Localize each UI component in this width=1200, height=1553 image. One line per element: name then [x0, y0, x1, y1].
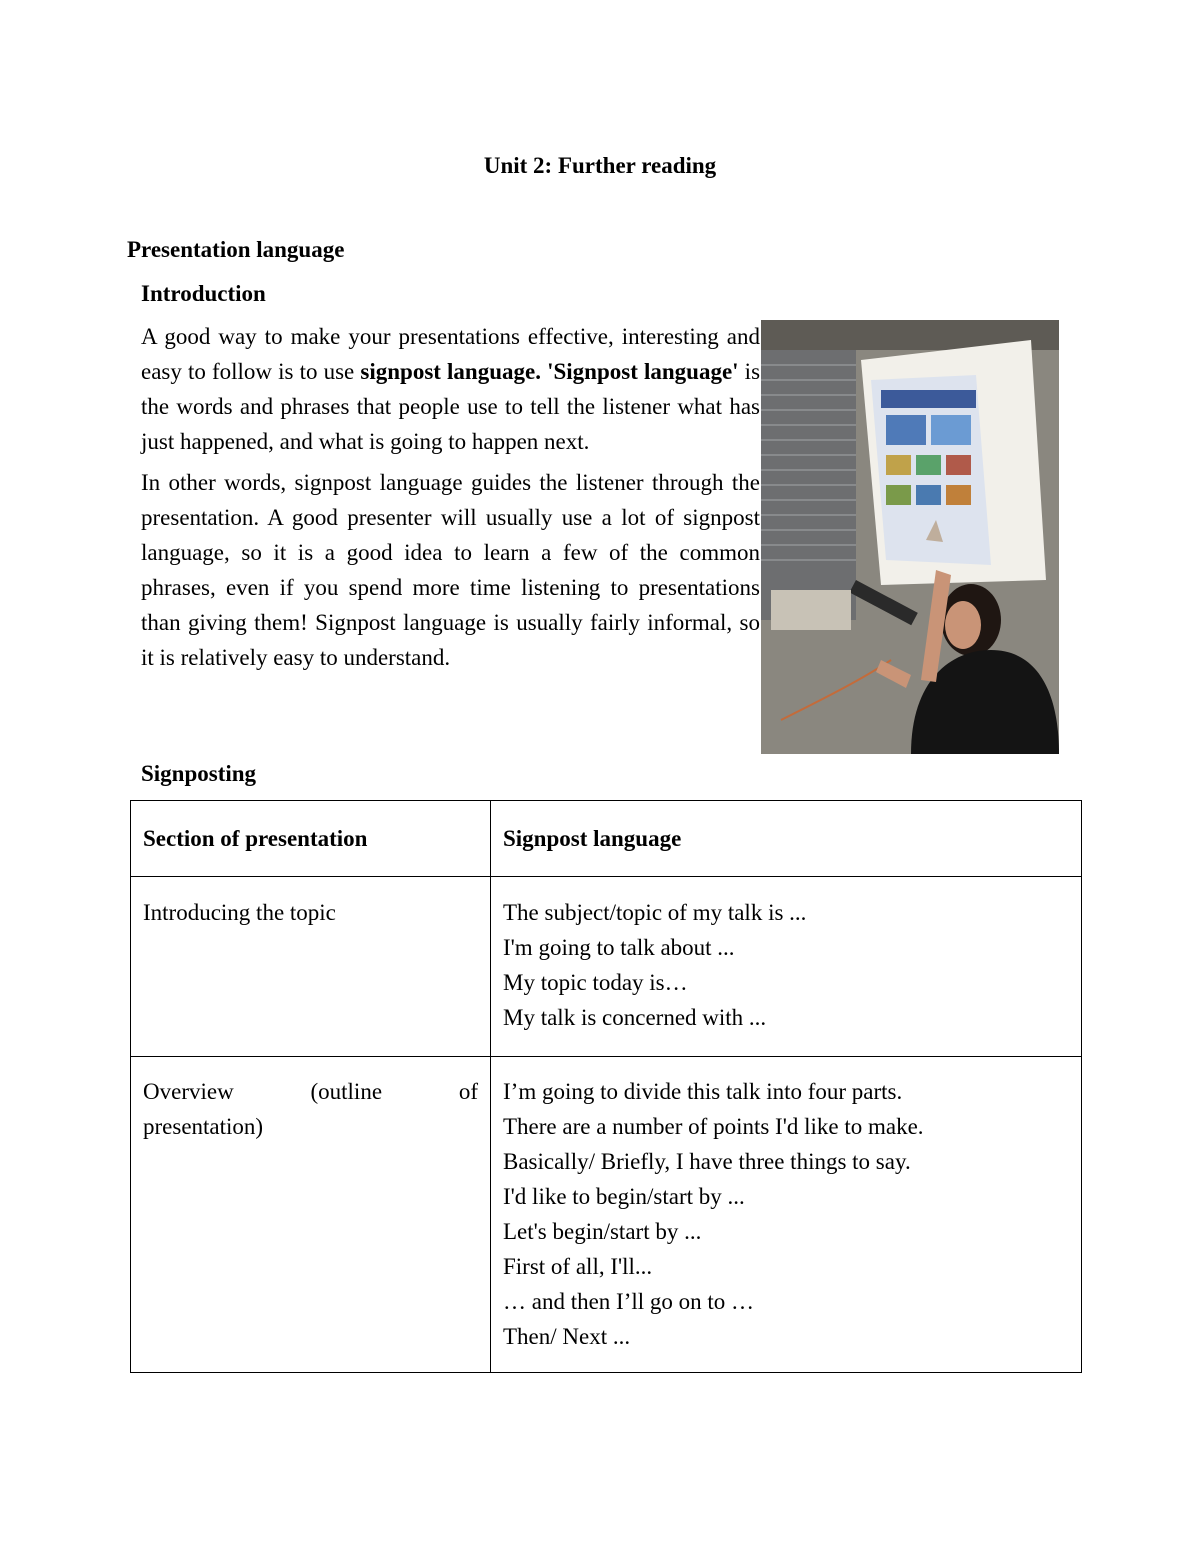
- phrases-cell: [491, 877, 1082, 1057]
- section-heading: Presentation language: [127, 237, 345, 262]
- section-cell: Introducing the topic: [131, 877, 491, 1057]
- presenter-photo: [761, 320, 1059, 754]
- intro-paragraph-2: In other words, signpost language guides the listener through the presentation. A good presenter will usually use a lot of signpost language, so it is a good idea to learn a few of the common phrases, even if you spend more time listening to presentations than giving them! Signpost language is usually fairly informal, so it is relatively easy to understand.: [141, 470, 760, 670]
- phrase: I'm going to talk about ...: [503, 935, 735, 960]
- phrase: Basically/ Briefly, I have three things to say.: [503, 1149, 911, 1174]
- phrase: My topic today is…: [503, 970, 688, 995]
- phrase: There are a number of points I'd like to make.: [503, 1114, 924, 1139]
- intro-p1-bold1: signpost language.: [360, 359, 541, 384]
- intro-p1-part1: A good way to make your presentations effective, interesting and easy to follow is to use: [141, 324, 760, 384]
- signpost-table: [130, 800, 1082, 1373]
- section-word: of: [458, 1079, 478, 1104]
- header-section: Section of presentation: [131, 801, 491, 877]
- page-title: Unit 2: Further reading: [483, 153, 717, 178]
- phrase: I'd like to begin/start by ...: [503, 1184, 745, 1209]
- phrase: I’m going to divide this talk into four parts.: [503, 1079, 903, 1104]
- phrase: My talk is concerned with ...: [503, 1005, 767, 1030]
- phrase: … and then I’ll go on to …: [503, 1289, 755, 1314]
- phrase: Let's begin/start by ...: [503, 1219, 702, 1244]
- section-cell: [131, 1057, 491, 1373]
- introduction-heading: Introduction: [141, 281, 266, 306]
- phrases-cell: [491, 1057, 1082, 1373]
- intro-paragraph-1: [141, 319, 760, 459]
- section-line-2: presentation): [143, 1114, 264, 1139]
- table-row: [131, 1057, 1082, 1373]
- signposting-heading: Signposting: [141, 761, 257, 786]
- section-word: (outline: [310, 1079, 383, 1104]
- phrase: The subject/topic of my talk is ...: [503, 900, 807, 925]
- intro-text: [141, 319, 760, 681]
- section-line-1: [143, 1074, 478, 1109]
- header-signpost-language: Signpost language: [491, 801, 1082, 877]
- table-header-row: [131, 801, 1082, 877]
- phrase: Then/ Next ...: [503, 1324, 631, 1349]
- section-word: Overview: [143, 1079, 234, 1104]
- table-row: [131, 877, 1082, 1057]
- intro-p1-part3: is the words and phrases that people use to tell the listener what has just happened, and what is going to happen next.: [141, 359, 761, 454]
- intro-p1-bold2: 'Signpost language': [547, 359, 739, 384]
- phrase: First of all, I'll...: [503, 1254, 653, 1279]
